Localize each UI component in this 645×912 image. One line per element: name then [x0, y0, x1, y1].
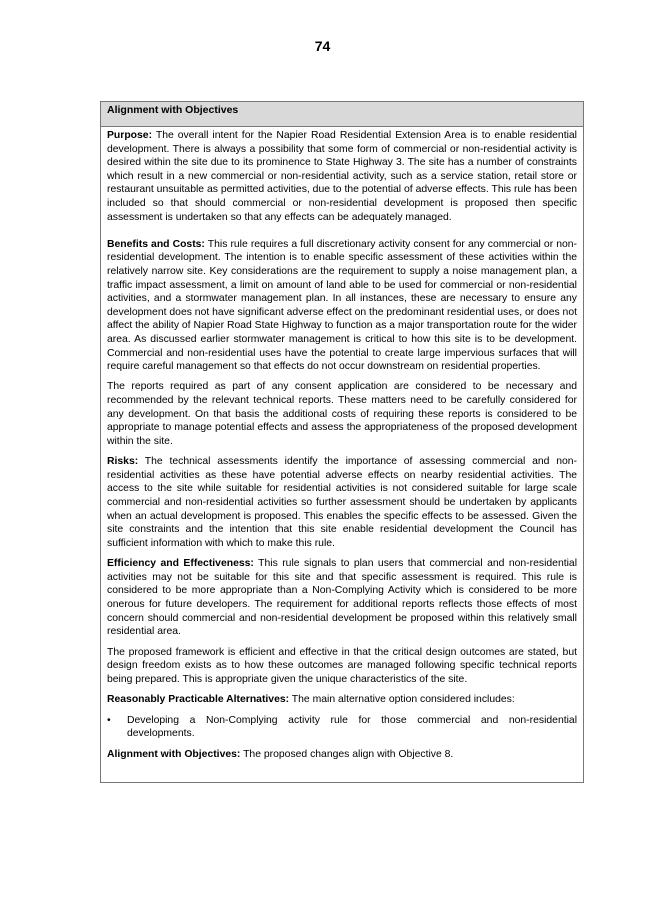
purpose-paragraph: [107, 129, 577, 224]
alignment-text: The proposed changes align with Objective 8.: [240, 748, 454, 760]
alternatives-list: [107, 714, 577, 741]
efficiency-text: This rule signals to plan users that commercial and non-residential activities may not be suitable for this site and that specific assessment is required. This rule is considered to be more appropriate than a Non-Complying Activity which is considered to be more onerous for future developers. The requirement for additional reports reflects those effects of most concern should commercial and non-residential development be proposed within this relatively small residential area.: [107, 558, 577, 638]
list-item: [107, 714, 577, 741]
alignment-label: Alignment with Objectives:: [107, 748, 241, 760]
benefits-paragraph: [107, 238, 577, 374]
alternatives-text: The main alternative option considered includes:: [289, 694, 515, 706]
efficiency-label: Efficiency and Effectiveness:: [107, 558, 254, 570]
risks-label: Risks:: [107, 456, 139, 468]
alignment-paragraph: [107, 748, 577, 762]
table-header: Alignment with Objectives: [101, 102, 583, 127]
benefits-label: Benefits and Costs:: [107, 238, 205, 250]
bullet-icon: •: [107, 714, 111, 726]
table-body: [101, 127, 583, 761]
risks-paragraph: [107, 455, 577, 550]
list-item-text: Developing a Non-Complying activity rule for those commercial and non-residential developments.: [127, 714, 577, 740]
alternatives-paragraph: [107, 693, 577, 707]
reports-paragraph: The reports required as part of any consent application are considered to be necessary and recommended by the relevant technical reports. These matters need to be carefully considered for any development. On that basis the additional costs of requiring these reports is considered to be appropriate to manage potential effects and assess the appropriateness of the proposed development within the site.: [107, 381, 577, 447]
objectives-table: [100, 101, 584, 783]
purpose-text: The overall intent for the Napier Road Residential Extension Area is to enable residential development. There is always a possibility that some form of commercial or non-residential activity is desired within the site due to its prominence to State Highway 3. The site has a number of constraints which result in a new commercial or non-residential activity, such as a service station, retail store or restaurant unsuitable as permitted activities, due to the potential of adverse effects. This rule has been included so that should commercial or non-residential development is proposed then specific assessment is undertaken so that any effects can be adequately managed.: [107, 130, 577, 223]
alternatives-label: Reasonably Practicable Alternatives:: [107, 694, 290, 706]
framework-paragraph: The proposed framework is efficient and effective in that the critical design outcomes are stated, but design freedom exists as to how these outcomes are managed following specific technical reports being prepared. This is appropriate given the unique characteristics of the site.: [107, 646, 577, 685]
benefits-text: This rule requires a full discretionary activity consent for any commercial or non-residential development. The intention is to enable specific assessment of these activities within the relatively narrow site. Key considerations are the requirement to supply a noise management plan, a traffic impact assessment, a limit on amount of land able to be used for commercial or non-residential activities, and a stormwater management plan. In all instances, these are necessary to ensure any development does not have significant adverse effect on the predominant residential uses, or does not affect the ability of Napier Road State Highway to function as a major transportation route for the wider area. As discussed earlier stormwater management is critical to how this site is to be development. Commercial and non-residential uses have the potential to create large impervious surfaces that will require careful management so that effects do not occur downstream on residential properties.: [107, 238, 577, 373]
efficiency-paragraph: [107, 557, 577, 639]
purpose-label: Purpose:: [107, 130, 153, 141]
risks-text: The technical assessments identify the importance of assessing commercial and non-residential activities as these have potential adverse effects on nearby residential activities. The access to the site while suitable for residential activities is not considered suitable for large scale commercial and non-residential activities so further assessment should be undertaken by applicants when an actual development is proposed. This enables the specific effects to be assessed. Given the site constraints and the intention that this site enable residential development the Council has sufficient information with which to make this rule.: [107, 456, 577, 549]
page-number: 74: [314, 38, 331, 54]
